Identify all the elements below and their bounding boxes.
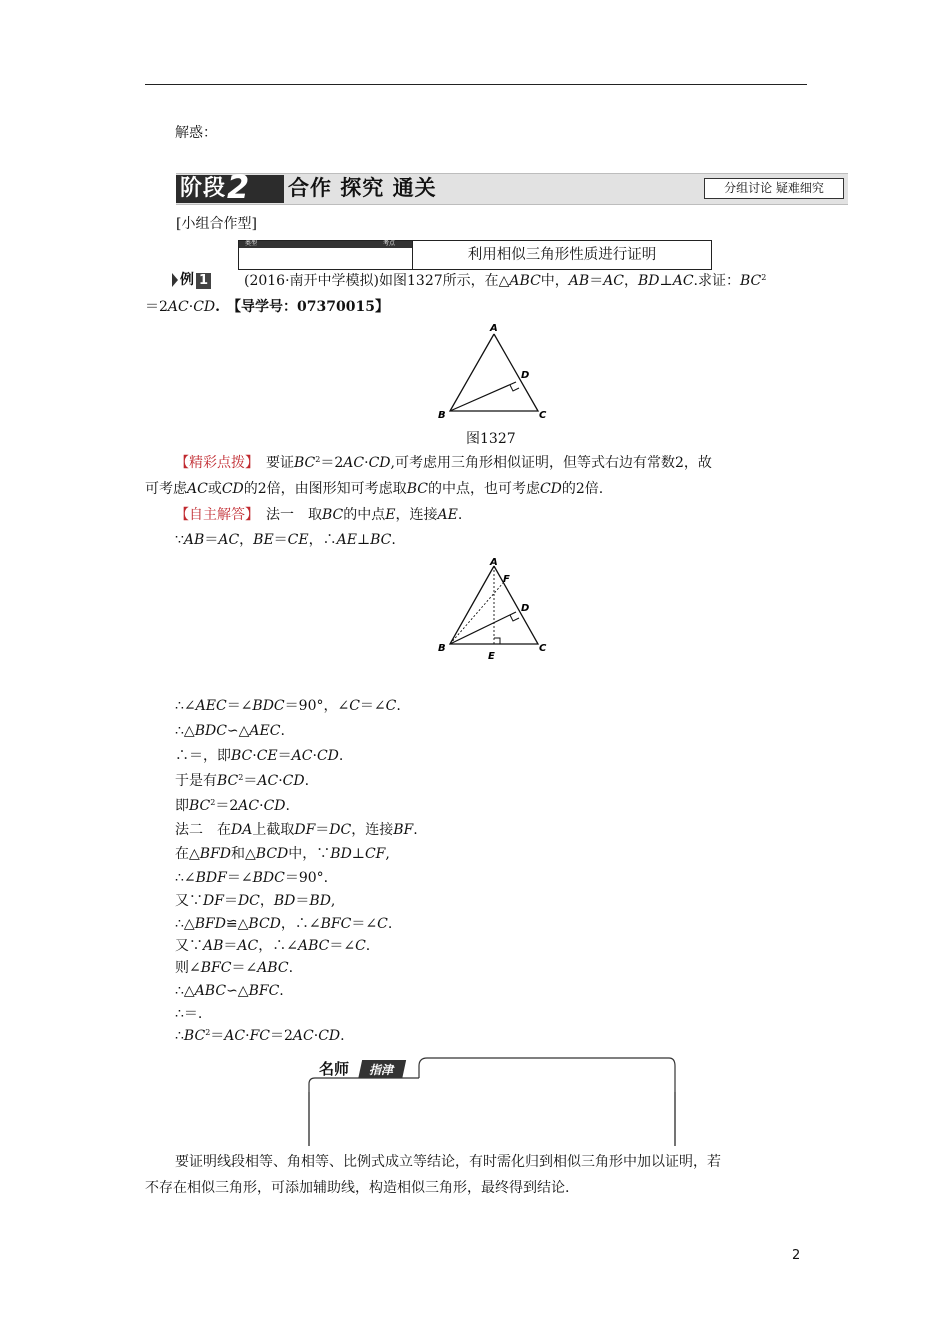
example-var: CD [193, 299, 216, 315]
stage-banner [176, 168, 848, 206]
label-c: C [539, 643, 547, 654]
stage-label-text: 阶段 [180, 176, 227, 201]
step-var: AC [292, 1028, 314, 1044]
example-var: AB [568, 273, 590, 289]
hint-text: 的中点，也可考虑 [427, 481, 540, 497]
solution-text: ，连接 [395, 507, 438, 523]
step-text: . [340, 1028, 345, 1044]
header-rule [145, 84, 807, 85]
proof-step [175, 868, 328, 888]
label-d: D [521, 603, 530, 614]
step-text: · [252, 748, 257, 764]
step-var: AEC [249, 723, 281, 739]
label-a: A [490, 557, 498, 568]
example-text: 中， [540, 273, 569, 289]
solution-var: AC [218, 532, 240, 548]
banner-title: 合作 探究 通关 [288, 175, 437, 200]
superscript: 2 [315, 455, 321, 464]
solution-line-2 [175, 530, 396, 550]
step-text: 于是有 [175, 773, 217, 789]
figure-1 [430, 318, 560, 424]
step-var: BCD [248, 916, 281, 932]
label-c: C [539, 410, 547, 421]
solution-var: BC [322, 507, 344, 523]
hint-var: AC [187, 481, 208, 497]
mingshi-label-b: 指津 [369, 1063, 394, 1077]
hint-line-1 [175, 453, 712, 473]
step-var: BF [393, 822, 414, 838]
step-var: CD [282, 773, 305, 789]
step-text: ＝ [210, 1028, 225, 1044]
type-box [238, 240, 712, 270]
example-tag [172, 270, 211, 290]
hint-var: BC [406, 481, 428, 497]
proof-step [175, 1004, 202, 1024]
step-text: . [285, 798, 290, 814]
step-text: ＝∠ [231, 960, 258, 976]
step-text: ∴＝. [175, 1006, 203, 1022]
example-text: (2016·南开中学模拟)如图1327所示，在△ [244, 273, 510, 289]
step-text: 法二 在 [175, 822, 231, 838]
conclusion-line-2: 不存在相似三角形，可添加辅助线，构造相似三角形，最终得到结论. [145, 1180, 570, 1196]
step-var: BDC [194, 723, 227, 739]
step-var: DA [231, 822, 253, 838]
type-box-small-right: 考点 [383, 240, 396, 247]
step-text: ＝ [223, 938, 238, 954]
proof-step [175, 696, 401, 716]
solution-text: ⊥ [356, 532, 371, 548]
step-text: 上截取 [252, 822, 295, 838]
step-text: ＝2 [270, 1028, 293, 1044]
step-text: ∽△ [226, 723, 250, 739]
step-text: ∴△ [175, 723, 195, 739]
proof-step [175, 844, 390, 864]
step-text: ，∴∠ [280, 916, 321, 932]
superscript: 2 [210, 798, 216, 807]
example-line-1 [244, 271, 766, 291]
type-box-strip [239, 241, 412, 248]
segment-bd [450, 382, 516, 411]
hint-text: 可考虑 [145, 481, 187, 497]
step-text: ， [259, 893, 274, 909]
example-text: .求证： [693, 273, 740, 289]
step-text: ∴∠ [175, 870, 196, 886]
step-text: ≌△ [225, 916, 249, 932]
proof-step [175, 721, 285, 741]
step-text: ＝ [243, 773, 258, 789]
step-text: ∽△ [226, 983, 249, 999]
step-text: . [387, 916, 393, 932]
step-text: ＝ [315, 822, 330, 838]
banner-tag: 分组讨论 疑难细究 [704, 178, 844, 199]
step-text: ＝90°，∠ [284, 698, 350, 714]
step-var: BFC [200, 960, 232, 976]
step-var: AEC [195, 698, 227, 714]
solution-text: 法一 取 [266, 507, 322, 523]
example-text: ＝ [589, 273, 604, 289]
hint-var: CD [368, 455, 391, 471]
solution-text: ＝ [273, 532, 288, 548]
mingshi-box [307, 1056, 677, 1148]
proof-step [175, 820, 418, 840]
type-box-title: 利用相似三角形性质进行证明 [467, 247, 657, 263]
step-var: C [355, 938, 366, 954]
step-var: BD [330, 846, 352, 862]
step-var: AC [291, 748, 313, 764]
step-text: , [385, 846, 390, 862]
step-text: . [280, 723, 285, 739]
solution-text: ＝ [204, 532, 219, 548]
example-text: ， [624, 273, 639, 289]
example-label: 例 [180, 272, 194, 288]
step-var: CD [316, 748, 339, 764]
hint-line-2 [145, 479, 603, 499]
step-text: . [338, 748, 344, 764]
hint-var: BC [294, 455, 316, 471]
segment-bf [450, 583, 503, 644]
step-text: ＝∠ [359, 698, 386, 714]
hint-text: · [364, 455, 369, 471]
right-angle-mark-d [510, 615, 519, 621]
hint-text: 或 [207, 481, 222, 497]
step-var: CF [364, 846, 386, 862]
step-var: DC [329, 822, 352, 838]
step-text: 和△ [231, 846, 256, 862]
step-text: ＝90°. [284, 870, 329, 886]
step-text: ＝ [295, 893, 310, 909]
step-text: , [330, 893, 336, 909]
step-var: BD [273, 893, 296, 909]
step-var: CD [263, 798, 286, 814]
step-var: BC [183, 1028, 206, 1044]
example-line-2 [145, 297, 389, 317]
stage-number: 2 [227, 168, 250, 206]
step-text: · [278, 773, 283, 789]
triangle-marker-icon [172, 273, 178, 287]
hint-text: ,可考虑用三角形相似证明，但等式右边有常数2，故 [390, 455, 712, 471]
proof-step [175, 796, 290, 816]
solution-label: 【自主解答】 [175, 507, 252, 523]
hint-var: AC [343, 455, 365, 471]
example-var: AC [603, 273, 625, 289]
step-text: 即 [175, 798, 189, 814]
hint-var: CD [221, 481, 244, 497]
step-text: . [396, 698, 401, 714]
step-text: ⊥ [351, 846, 365, 862]
step-var: BDC [252, 698, 285, 714]
solution-var: AB [183, 532, 205, 548]
solution-var: E [385, 507, 396, 523]
proof-step [175, 981, 284, 1001]
conclusion-line-1: 要证明线段相等、角相等、比例式成立等结论，有时需化归到相似三角形中加以证明，若 [175, 1154, 721, 1170]
label-f: F [503, 574, 510, 585]
figure-1-caption: 图1327 [466, 431, 516, 447]
jiehuo-label: 解惑： [175, 125, 217, 141]
step-text: . [365, 938, 371, 954]
example-var: ABC [509, 273, 541, 289]
step-text: ，∴∠ [258, 938, 298, 954]
right-angle-mark-e [494, 638, 500, 644]
proof-step [175, 891, 335, 911]
example-var: BC [739, 273, 762, 289]
step-var: FC [249, 1028, 270, 1044]
example-text: · [188, 299, 194, 315]
group-type-label: [小组合作型] [176, 216, 257, 232]
step-var: AC [257, 773, 279, 789]
solution-text: ∵ [175, 532, 184, 548]
step-var: BFC [320, 916, 352, 932]
solution-var: BE [253, 532, 274, 548]
solution-text: 的中点 [343, 507, 386, 523]
step-var: BFD [199, 846, 232, 862]
proof-step [175, 936, 370, 956]
step-var: BDF [195, 870, 227, 886]
step-text: 中，∵ [288, 846, 331, 862]
step-var: BC [231, 748, 253, 764]
step-var: BDC [252, 870, 285, 886]
solution-var: AE [336, 532, 357, 548]
step-var: BC [217, 773, 239, 789]
step-var: BCD [255, 846, 289, 862]
step-text: 又∵ [175, 893, 203, 909]
step-text: 在△ [175, 846, 200, 862]
step-var: AC [224, 1028, 246, 1044]
step-text: ∴∠ [175, 698, 196, 714]
step-text: . [279, 983, 284, 999]
superscript: 2 [238, 773, 244, 782]
step-text: . [304, 773, 310, 789]
hint-text: 的2倍. [561, 481, 604, 497]
step-var: ABC [194, 983, 227, 999]
example-text: ＝2 [145, 299, 168, 315]
mingshi-label-a: 名师 [319, 1060, 350, 1078]
label-b: B [438, 410, 446, 421]
step-text: 则∠ [175, 960, 201, 976]
example-number: 1 [196, 273, 211, 289]
step-var: BFC [248, 983, 280, 999]
step-text: ∴△ [175, 916, 195, 932]
step-var: BFD [194, 916, 226, 932]
guide-number: . 【导学号：07370015】 [215, 299, 389, 315]
solution-var: AE [437, 507, 458, 523]
solution-text: ， [239, 532, 254, 548]
step-text: · [245, 1028, 250, 1044]
step-var: CE [256, 748, 278, 764]
step-var: DC [237, 893, 260, 909]
step-var: DF [294, 822, 316, 838]
page-number: 2 [792, 1248, 801, 1263]
example-var: AC [672, 273, 694, 289]
step-var: AC [238, 798, 260, 814]
solution-line-1 [175, 505, 462, 525]
step-text: 又∵ [175, 938, 203, 954]
step-var: CD [318, 1028, 341, 1044]
figure-2 [430, 556, 560, 664]
hint-text: 的2倍，由图形知可考虑取 [243, 481, 407, 497]
type-box-small-left: 类型 [245, 240, 258, 247]
step-var: ABC [257, 960, 289, 976]
step-text: · [313, 1028, 319, 1044]
example-var: BD [638, 273, 660, 289]
step-text: ＝ [223, 893, 238, 909]
proof-step [175, 1026, 345, 1046]
step-var: C [377, 916, 388, 932]
step-text: . [413, 822, 418, 838]
proof-step [175, 746, 343, 766]
hint-var: CD [539, 481, 562, 497]
label-a: A [490, 323, 498, 334]
type-box-left [239, 241, 413, 269]
label-b: B [438, 643, 446, 654]
proof-step [175, 914, 392, 934]
proof-step [175, 771, 309, 791]
segment-bd [450, 612, 516, 644]
step-text: · [259, 798, 264, 814]
step-var: AC [237, 938, 259, 954]
box-left-frame [309, 1078, 419, 1146]
step-text: ，连接 [351, 822, 394, 838]
step-text: ＝ [277, 748, 292, 764]
step-var: ABC [297, 938, 330, 954]
superscript: 2 [761, 273, 767, 282]
step-text: ∴＝，即 [175, 748, 231, 764]
example-var: AC [167, 299, 189, 315]
step-text: ＝∠ [329, 938, 356, 954]
step-text: ∴ [175, 1028, 184, 1044]
solution-text: ，∴ [308, 532, 337, 548]
step-text: ＝∠ [351, 916, 378, 932]
proof-step [175, 958, 293, 978]
step-var: C [349, 698, 360, 714]
step-text: · [312, 748, 317, 764]
step-text: ∴△ [175, 983, 195, 999]
step-text: ＝∠ [226, 870, 253, 886]
solution-var: CE [287, 532, 309, 548]
step-text: ＝∠ [226, 698, 253, 714]
hint-label: 【精彩点拨】 [175, 455, 252, 471]
box-right-frame [419, 1058, 675, 1146]
superscript: 2 [205, 1028, 211, 1037]
hint-text: 要证 [266, 455, 294, 471]
label-d: D [521, 370, 530, 381]
step-var: AB [203, 938, 224, 954]
step-var: BD [309, 893, 331, 909]
step-var: BC [189, 798, 211, 814]
step-text: ＝2 [215, 798, 239, 814]
solution-var: BC [370, 532, 392, 548]
label-e: E [488, 651, 495, 662]
solution-text: . [391, 532, 396, 548]
hint-text: ＝2 [320, 455, 344, 471]
step-text: . [288, 960, 294, 976]
right-angle-mark [510, 385, 519, 391]
step-var: C [385, 698, 397, 714]
example-text: ⊥ [659, 273, 673, 289]
solution-text: . [457, 507, 463, 523]
step-var: DF [203, 893, 224, 909]
